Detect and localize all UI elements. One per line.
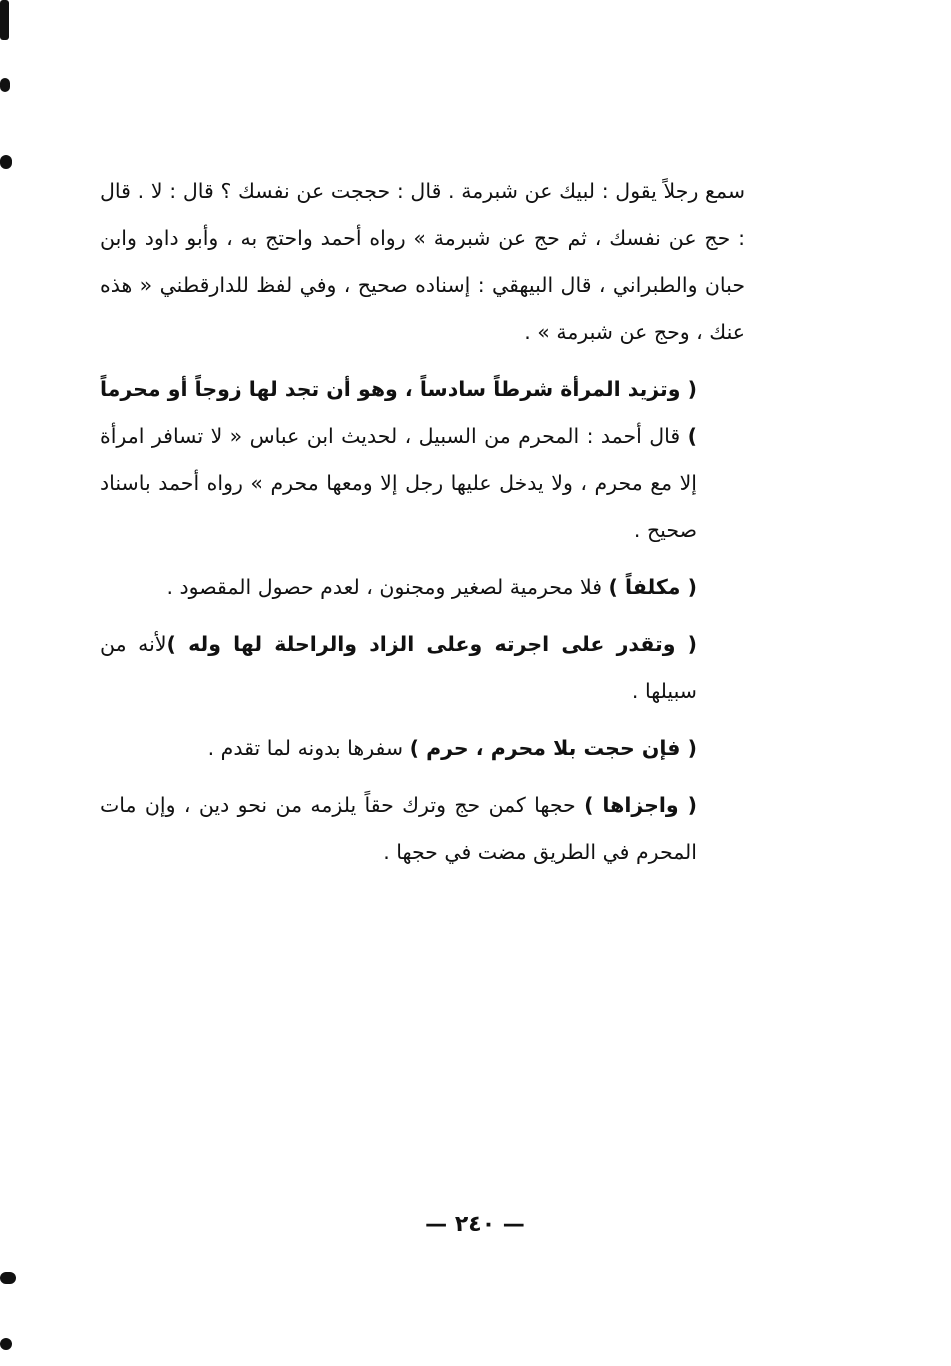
commentary-text: فلا محرمية لصغير ومجنون ، لعدم حصول المقصود .: [166, 575, 609, 599]
commentary-text: حجها كمن حج وترك حقاً يلزمه من نحو دين ، وإن مات المحرم في الطريق مضت في حجها .: [100, 793, 697, 864]
paragraph-mukallaf: [100, 564, 745, 611]
paragraph-text: سمع رجلاً يقول : لبيك عن شبرمة . قال : حججت عن نفسك ؟ قال : لا . قال : حج عن نفسك ، ثم حج عن شبرمة » رواه أحمد واحتج به ، وأبو داود وابن حبان والطبراني ، قال البيهقي : إسناده صحيح ، وفي لفظ للدارقطني « هذه عنك ، وحج عن شبرمة » .: [100, 179, 745, 344]
paragraph-validity: [100, 782, 745, 876]
commentary-text: قال أحمد : المحرم من السبيل ، لحديث ابن عباس « لا تسافر امرأة إلا مع محرم ، ولا يدخل عليها رجل إلا ومعها محرم » رواه أحمد باسناد صحيح .: [100, 424, 697, 542]
bold-matn-text: ( واجزاها ): [584, 793, 697, 817]
scan-edge-mark: [0, 0, 9, 40]
commentary-text: لأنه من سبيلها .: [100, 632, 697, 703]
bold-matn-text: ( فإن حجت بلا محرم ، حرم ): [409, 736, 697, 760]
scan-edge-mark: [0, 78, 10, 92]
paragraph-expenses: [100, 621, 745, 715]
bold-matn-text: ( وتزيد المرأة شرطاً سادساً ، وهو أن تجد لها زوجاً أو محرماً ): [99, 377, 697, 448]
paragraph-hadith-shubruma: [100, 168, 745, 356]
scan-edge-mark: [0, 1338, 12, 1350]
paragraph-mahram-condition: [100, 366, 745, 554]
commentary-text: سفرها بدونه لما تقدم .: [207, 736, 410, 760]
page-body: [100, 168, 745, 886]
bold-matn-text: ( مكلفاً ): [608, 575, 697, 599]
paragraph-without-mahram: [100, 725, 745, 772]
scan-edge-mark: [0, 1272, 16, 1284]
bold-matn-text: ( وتقدر على اجرته وعلى الزاد والراحلة لها وله ): [166, 632, 697, 656]
scan-edge-mark: [0, 155, 12, 169]
page-number: — ٢٤٠ —: [425, 1212, 525, 1237]
